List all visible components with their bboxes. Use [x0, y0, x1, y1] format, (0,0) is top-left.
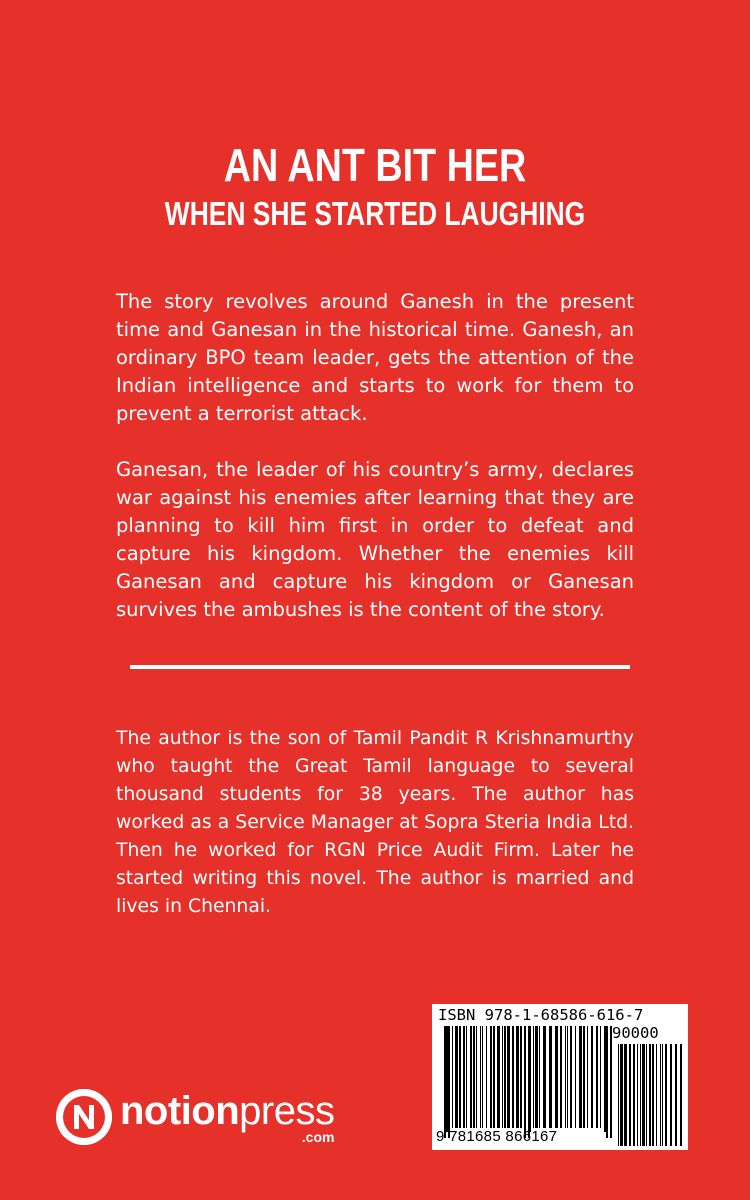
publisher-name-light: press: [239, 1089, 335, 1133]
ean-digits: 9 781685 866167: [436, 1128, 558, 1145]
isbn-number: ISBN 978-1-68586-616-7: [438, 1006, 644, 1024]
publisher-name: [120, 1087, 334, 1135]
publisher-logo: [56, 1080, 334, 1154]
publisher-logo-icon: [56, 1089, 112, 1145]
publisher-domain: .com: [301, 1129, 335, 1145]
synopsis-paragraph-2: Ganesan, the leader of his country’s army, declares war against his enemies after learning that they are planning to kill him first in order to defeat and capture his kingdom. Whether the enemies kill Ganesan and capture his kingdom or Ganesan survives the ambushes is the content of the story.: [116, 458, 634, 621]
book-subtitle: WHEN SHE STARTED LAUGHING: [164, 195, 586, 232]
publisher-name-bold: notion: [120, 1089, 240, 1133]
section-divider: [130, 665, 630, 669]
synopsis-paragraph-1: The story revolves around Ganesh in the present time and Ganesan in the historical time. Ganesh, an ordinary BPO team leader, gets the attention of the Indian intelligence and starts to work for them to prevent a terrorist attack.: [116, 290, 634, 425]
author-bio: The author is the son of Tamil Pandit R Krishnamurthy who taught the Great Tamil language to several thousand students for 38 years. The author has worked as a Service Manager at Sopra Steria India Ltd. Then he worked for RGN Price Audit Firm. Later he started writing this novel. The author is married and lives in Chennai.: [116, 728, 634, 917]
price-code: 90000: [612, 1024, 659, 1042]
book-title: AN ANT BIT HER: [223, 139, 527, 191]
isbn-barcode: [432, 1004, 688, 1150]
